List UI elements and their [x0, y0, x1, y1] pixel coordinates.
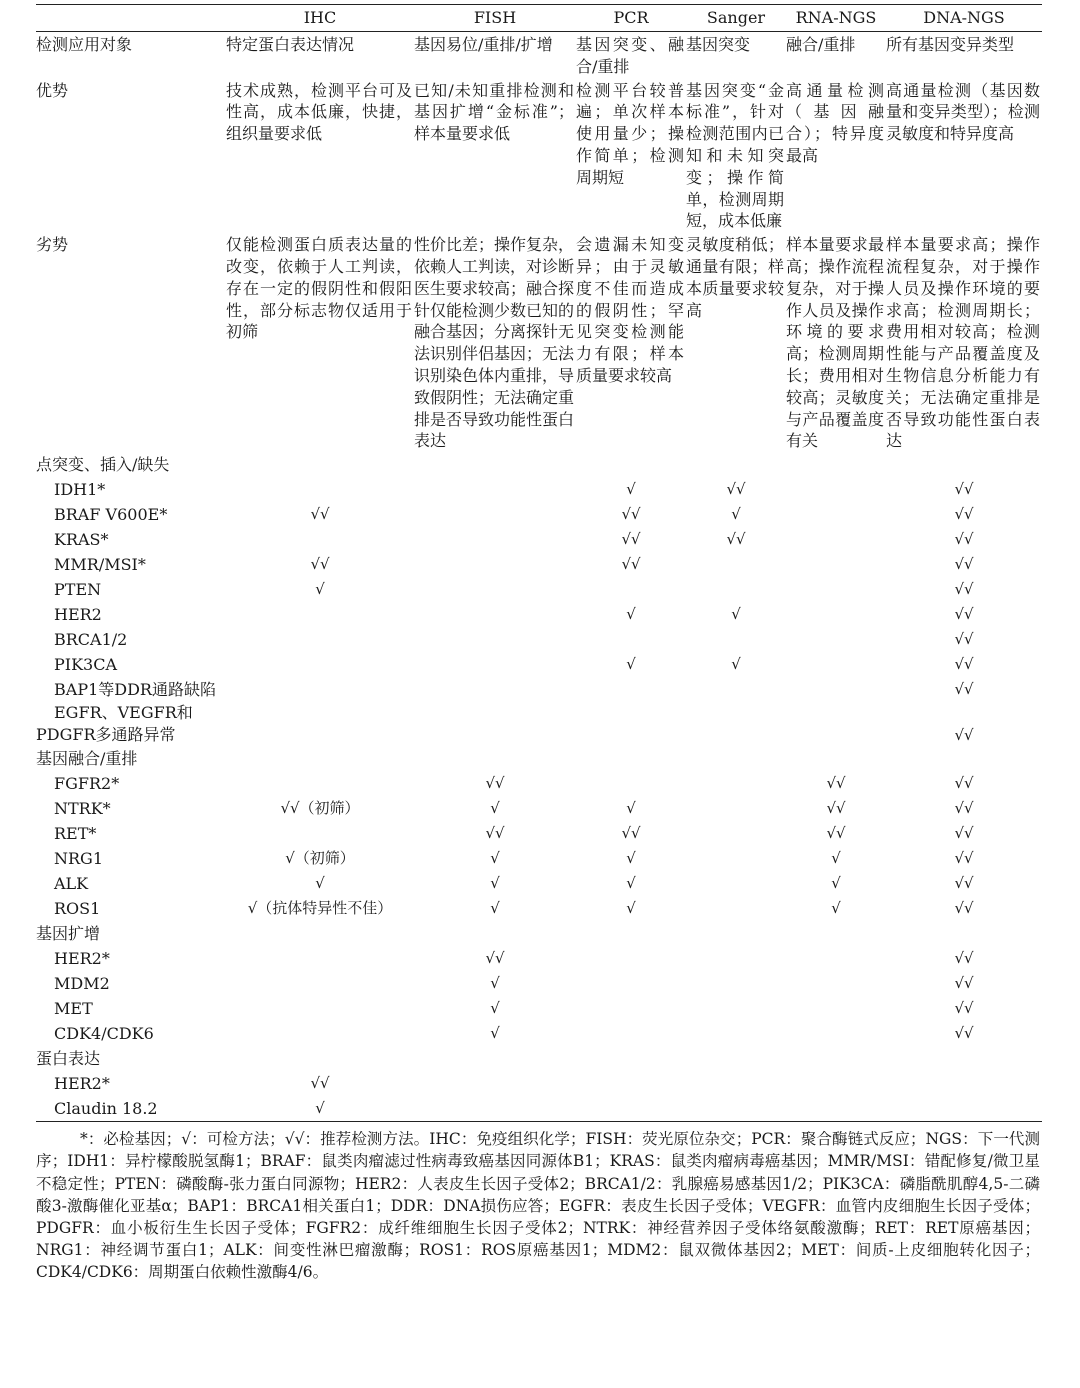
check-mark-cell: √ [731, 505, 741, 524]
check-mark-cell: √√ [954, 999, 974, 1018]
table-row [36, 702, 1042, 746]
check-mark-cell [786, 527, 886, 552]
check-mark-cell [686, 1071, 786, 1096]
table-cell: 技术成熟，检测平台可及性高，成本低廉，快捷，组织量要求低 [226, 80, 412, 144]
check-mark-cell: √√ [954, 505, 974, 524]
gene-name: HER2* [54, 1074, 110, 1094]
table-cell: 基因突变 [686, 35, 751, 54]
header-rna-ngs: RNA-NGS [786, 5, 886, 32]
check-mark-cell [686, 771, 786, 796]
check-mark-cell: √ [490, 799, 500, 818]
check-mark-cell: √ [731, 655, 741, 674]
gene-name-line: PDGFR多通路异常 [36, 725, 176, 745]
check-mark-cell [576, 1096, 686, 1122]
table-header-row [36, 5, 1042, 32]
check-mark-cell [686, 677, 786, 702]
check-mark-cell [786, 996, 886, 1021]
check-mark-cell: √√ [954, 799, 974, 818]
check-mark-cell [226, 627, 414, 652]
section-header-row [36, 921, 1042, 946]
header-ihc: IHC [226, 5, 414, 32]
check-mark-cell: √√ [954, 824, 974, 843]
check-mark-cell [686, 1021, 786, 1046]
check-mark-cell [226, 946, 414, 971]
detection-methods-table [36, 4, 1042, 1122]
header-pcr: PCR [576, 5, 686, 32]
check-mark-cell [576, 1021, 686, 1046]
check-mark-cell [786, 652, 886, 677]
table-cell: 已知/未知重排检测和基因扩增“金标准”；样本量要求低 [414, 80, 574, 144]
check-mark-cell [226, 821, 414, 846]
gene-name-line: EGFR、VEGFR和 [54, 703, 193, 723]
table-row [36, 771, 1042, 796]
table-row [36, 946, 1042, 971]
check-mark-cell: √√ [954, 874, 974, 893]
table-row [36, 846, 1042, 871]
check-mark-cell: √ [626, 480, 636, 499]
table-cell: 融合/重排 [786, 35, 856, 54]
check-mark-cell: √√ [826, 774, 846, 793]
table-cell: 样本量要求最高；操作流程复杂，对于操作人员及操作环境的要求高；检测周期长；费用相对较高；灵敏度与产品覆盖度有关 [786, 235, 884, 451]
table-cell: 所有基因变异类型 [886, 35, 1015, 54]
check-mark-cell: √√ [621, 505, 641, 524]
check-mark-cell [686, 971, 786, 996]
check-mark-cell: √√（初筛） [280, 799, 360, 818]
check-mark-cell: √√ [954, 949, 974, 968]
row-application [36, 32, 1042, 78]
row-label: 优势 [36, 80, 69, 100]
section-title: 基因融合/重排 [36, 749, 138, 769]
row-label: 劣势 [36, 235, 69, 255]
check-mark-cell: √√ [826, 824, 846, 843]
check-mark-cell: √ [626, 655, 636, 674]
check-mark-cell: √√ [954, 774, 974, 793]
section-title: 蛋白表达 [36, 1049, 101, 1069]
check-mark-cell [414, 1071, 576, 1096]
table-row [36, 552, 1042, 577]
check-mark-cell [686, 821, 786, 846]
header-corner [36, 5, 226, 32]
check-mark-cell [414, 552, 576, 577]
check-mark-cell: √√ [621, 530, 641, 549]
check-mark-cell [786, 577, 886, 602]
table-cell: 灵敏度稍低；通量有限；样本质量要求较高 [686, 235, 784, 320]
table-cell: 特定蛋白表达情况 [226, 35, 355, 54]
check-mark-cell: √ [831, 874, 841, 893]
check-mark-cell [686, 846, 786, 871]
check-mark-cell [576, 971, 686, 996]
table-row [36, 477, 1042, 502]
gene-name: HER2 [54, 605, 102, 625]
check-mark-cell [686, 946, 786, 971]
check-mark-cell: √ [490, 874, 500, 893]
check-mark-cell [686, 996, 786, 1021]
check-mark-cell: √√ [954, 849, 974, 868]
row-advantages [36, 78, 1042, 233]
check-mark-cell: √ [626, 605, 636, 624]
check-mark-cell: √ [226, 1096, 414, 1122]
check-mark-cell [786, 677, 886, 702]
check-mark-cell: √√ [954, 1024, 974, 1043]
table-row [36, 1096, 1042, 1122]
table-row [36, 1021, 1042, 1046]
check-mark-cell: √√ [954, 580, 974, 599]
table-footnote: *：必检基因；√：可检方法；√√：推荐检测方法。IHC：免疫组织化学；FISH：荧光原位杂交；PCR：聚合酶链式反应；NGS：下一代测序；IDH1：异柠檬酸脱氢酶1；BRAF：鼠类肉瘤滤过性病毒致癌基因同源体B1；KRAS：鼠类肉瘤病毒癌基因；MMR/MSI：错配修复/微卫星不稳定性；PTEN：磷酸酶-张力蛋白同源物；HER2：人表皮生长因子受体2；BRCA1/2：乳腺癌易感基因1/2；PIK3CA：磷脂酰肌醇4,5-二磷酸3-激酶催化亚基α；BAP1：BRCA1相关蛋白1；DDR：DNA损伤应答；EGFR：表皮生长因子受体；VEGFR：血管内皮细胞生长因子受体；PDGFR：血小板衍生生长因子受体；FGFR2：成纤维细胞生长因子受体2；NTRK：神经营养因子受体络氨酸激酶；RET：RET原癌基因；NRG1：神经调节蛋白1；ALK：间变性淋巴瘤激酶；ROS1：ROS原癌基因1；MDM2：鼠双微体基因2；MET：间质-上皮细胞转化因子；CDK4/CDK6：周期蛋白依赖性激酶4/6。 [36, 1130, 1040, 1282]
gene-name: MMR/MSI* [54, 555, 146, 575]
check-mark-cell [886, 1096, 1042, 1122]
check-mark-cell [226, 971, 414, 996]
check-mark-cell [576, 1071, 686, 1096]
check-mark-cell: √√ [621, 555, 641, 574]
table-cell: 仅能检测蛋白质表达量的改变，依赖于人工判读，存在一定的假阴性和假阳性，部分标志物仅适用于初筛 [226, 235, 412, 342]
check-mark-cell: √ [626, 899, 636, 918]
table-row [36, 871, 1042, 896]
check-mark-cell: √ [490, 974, 500, 993]
table-cell: 基因易位/重排/扩增 [414, 35, 553, 54]
check-mark-cell: √ [731, 605, 741, 624]
check-mark-cell: √ [626, 874, 636, 893]
check-mark-cell [414, 627, 576, 652]
check-mark-cell [686, 627, 786, 652]
document-page [36, 4, 1042, 1284]
section-header-row [36, 1046, 1042, 1071]
gene-name: ALK [54, 874, 89, 894]
check-mark-cell [786, 602, 886, 627]
check-mark-cell [786, 552, 886, 577]
check-mark-cell: √ [831, 899, 841, 918]
check-mark-cell [226, 677, 414, 702]
check-mark-cell: √ [831, 849, 841, 868]
check-mark-cell: √√ [954, 530, 974, 549]
section-header-row [36, 452, 1042, 477]
check-mark-cell: √ [490, 899, 500, 918]
check-mark-cell [686, 552, 786, 577]
check-mark-cell [786, 627, 886, 652]
table-row [36, 821, 1042, 846]
check-mark-cell: √√ [954, 480, 974, 499]
check-mark-cell [226, 1021, 414, 1046]
gene-name [36, 702, 226, 746]
check-mark-cell [786, 477, 886, 502]
check-mark-cell: √√ [954, 974, 974, 993]
gene-name: BRAF V600E* [54, 505, 168, 525]
check-mark-cell [786, 1021, 886, 1046]
check-mark-cell: √√ [954, 726, 974, 745]
check-mark-cell: √（初筛） [285, 849, 355, 868]
check-mark-cell [576, 996, 686, 1021]
gene-name: NRG1 [54, 849, 104, 869]
table-row [36, 527, 1042, 552]
gene-name: ROS1 [54, 899, 101, 919]
table-cell: 会遗漏未知变异；由于灵敏度不佳而造成的假阴性；罕见突变检测能力有限；样本质量要求较高 [576, 235, 684, 385]
check-mark-cell: √ [315, 874, 325, 893]
check-mark-cell [226, 477, 414, 502]
gene-name: BRCA1/2 [54, 630, 128, 650]
gene-name: MDM2 [54, 974, 110, 994]
check-mark-cell [414, 602, 576, 627]
check-mark-cell [786, 1096, 886, 1122]
gene-name: Claudin 18.2 [36, 1096, 226, 1122]
check-mark-cell: √√ [310, 505, 330, 524]
table-row [36, 971, 1042, 996]
check-mark-cell [414, 577, 576, 602]
check-mark-cell [226, 771, 414, 796]
check-mark-cell: √ [490, 999, 500, 1018]
table-row [36, 602, 1042, 627]
table-row [36, 627, 1042, 652]
gene-name: KRAS* [54, 530, 109, 550]
table-cell: 样本量要求高；操作流程复杂，对于操作人员及操作环境的要求高；检测周期长；费用相对较高；检测性能与产品覆盖度及生物信息分析能力有关；无法确定重排是否导致功能性蛋白表达 [886, 235, 1040, 451]
table-cell: 性价比差；操作复杂，依赖人工判读，对诊断医生要求较高；融合探针仅能检测少数已知的融合基因；分离探针无法识别伴侣基因；无法识别染色体内重排，导致假阴性；无法确定重排是否导致功能性蛋白表达 [414, 235, 575, 451]
table-cell: 检测平台较普遍；单次样本使用量少；操作简单；检测周期短 [576, 80, 684, 187]
header-sanger: Sanger [686, 5, 786, 32]
check-mark-cell: √√ [310, 555, 330, 574]
section-title: 基因扩增 [36, 924, 101, 944]
check-mark-cell: √√ [485, 774, 505, 793]
check-mark-cell: √√ [954, 655, 974, 674]
check-mark-cell [576, 702, 686, 746]
check-mark-cell [686, 702, 786, 746]
check-mark-cell [886, 1071, 1042, 1096]
check-mark-cell [686, 871, 786, 896]
check-mark-cell: √√ [954, 605, 974, 624]
table-row [36, 1071, 1042, 1096]
row-label: 检测应用对象 [36, 35, 133, 54]
check-mark-cell [414, 702, 576, 746]
row-disadvantages [36, 232, 1042, 452]
table-cell: 基因突变“金标准”，针对检测范围内已知和未知突变；操作简单，检测周期短，成本低廉 [686, 80, 784, 231]
check-mark-cell [414, 677, 576, 702]
check-mark-cell: √ [490, 1024, 500, 1043]
check-mark-cell [686, 577, 786, 602]
gene-name: RET* [54, 824, 97, 844]
gene-name: MET [54, 999, 93, 1019]
header-dna-ngs: DNA-NGS [886, 5, 1042, 32]
check-mark-cell [686, 896, 786, 921]
table-row [36, 652, 1042, 677]
check-mark-cell [786, 502, 886, 527]
check-mark-cell: √√ [726, 480, 746, 499]
check-mark-cell [686, 1096, 786, 1122]
check-mark-cell [414, 502, 576, 527]
check-mark-cell: √ [626, 799, 636, 818]
gene-name: HER2* [54, 949, 110, 969]
check-mark-cell: √（抗体特异性不佳） [247, 899, 393, 918]
check-mark-cell [226, 527, 414, 552]
gene-name: IDH1* [54, 480, 106, 500]
check-mark-cell: √√ [954, 555, 974, 574]
table-cell: 高通量检测（基因数量和变异类型）；检测灵敏度和特异度高 [886, 80, 1040, 144]
table-cell: 高通量检测（基因融合）；特异度最高 [786, 80, 884, 165]
gene-name: NTRK* [54, 799, 111, 819]
check-mark-cell [576, 771, 686, 796]
check-mark-cell [786, 1071, 886, 1096]
check-mark-cell: √√ [954, 630, 974, 649]
check-mark-cell: √ [626, 849, 636, 868]
check-mark-cell [414, 1096, 576, 1122]
check-mark-cell: √√ [485, 824, 505, 843]
check-mark-cell [414, 527, 576, 552]
check-mark-cell [226, 996, 414, 1021]
table-row [36, 796, 1042, 821]
table-row [36, 996, 1042, 1021]
check-mark-cell: √√ [310, 1074, 330, 1093]
check-mark-cell [576, 577, 686, 602]
gene-name: PTEN [54, 580, 102, 600]
check-mark-cell: √√ [621, 824, 641, 843]
check-mark-cell: √√ [954, 899, 974, 918]
section-title: 点突变、插入/缺失 [36, 455, 170, 475]
check-mark-cell [576, 946, 686, 971]
check-mark-cell [786, 946, 886, 971]
check-mark-cell [414, 477, 576, 502]
table-cell: 基因突变、融合/重排 [576, 35, 684, 76]
check-mark-cell: √√ [726, 530, 746, 549]
check-mark-cell: √ [490, 849, 500, 868]
check-mark-cell [576, 627, 686, 652]
gene-name: BAP1等DDR通路缺陷 [54, 680, 216, 700]
check-mark-cell: √√ [954, 680, 974, 699]
check-mark-cell: √√ [826, 799, 846, 818]
table-row [36, 896, 1042, 921]
check-mark-cell [414, 652, 576, 677]
section-header-row [36, 746, 1042, 771]
check-mark-cell [226, 702, 414, 746]
check-mark-cell [576, 677, 686, 702]
gene-name: PIK3CA [54, 655, 118, 675]
table-row [36, 577, 1042, 602]
check-mark-cell [686, 796, 786, 821]
gene-name: CDK4/CDK6 [54, 1024, 154, 1044]
gene-name: FGFR2* [54, 774, 120, 794]
table-row [36, 677, 1042, 702]
header-fish: FISH [414, 5, 576, 32]
check-mark-cell: √ [315, 580, 325, 599]
check-mark-cell [226, 652, 414, 677]
table-row [36, 502, 1042, 527]
check-mark-cell [226, 602, 414, 627]
check-mark-cell [786, 971, 886, 996]
check-mark-cell: √√ [485, 949, 505, 968]
check-mark-cell [786, 702, 886, 746]
